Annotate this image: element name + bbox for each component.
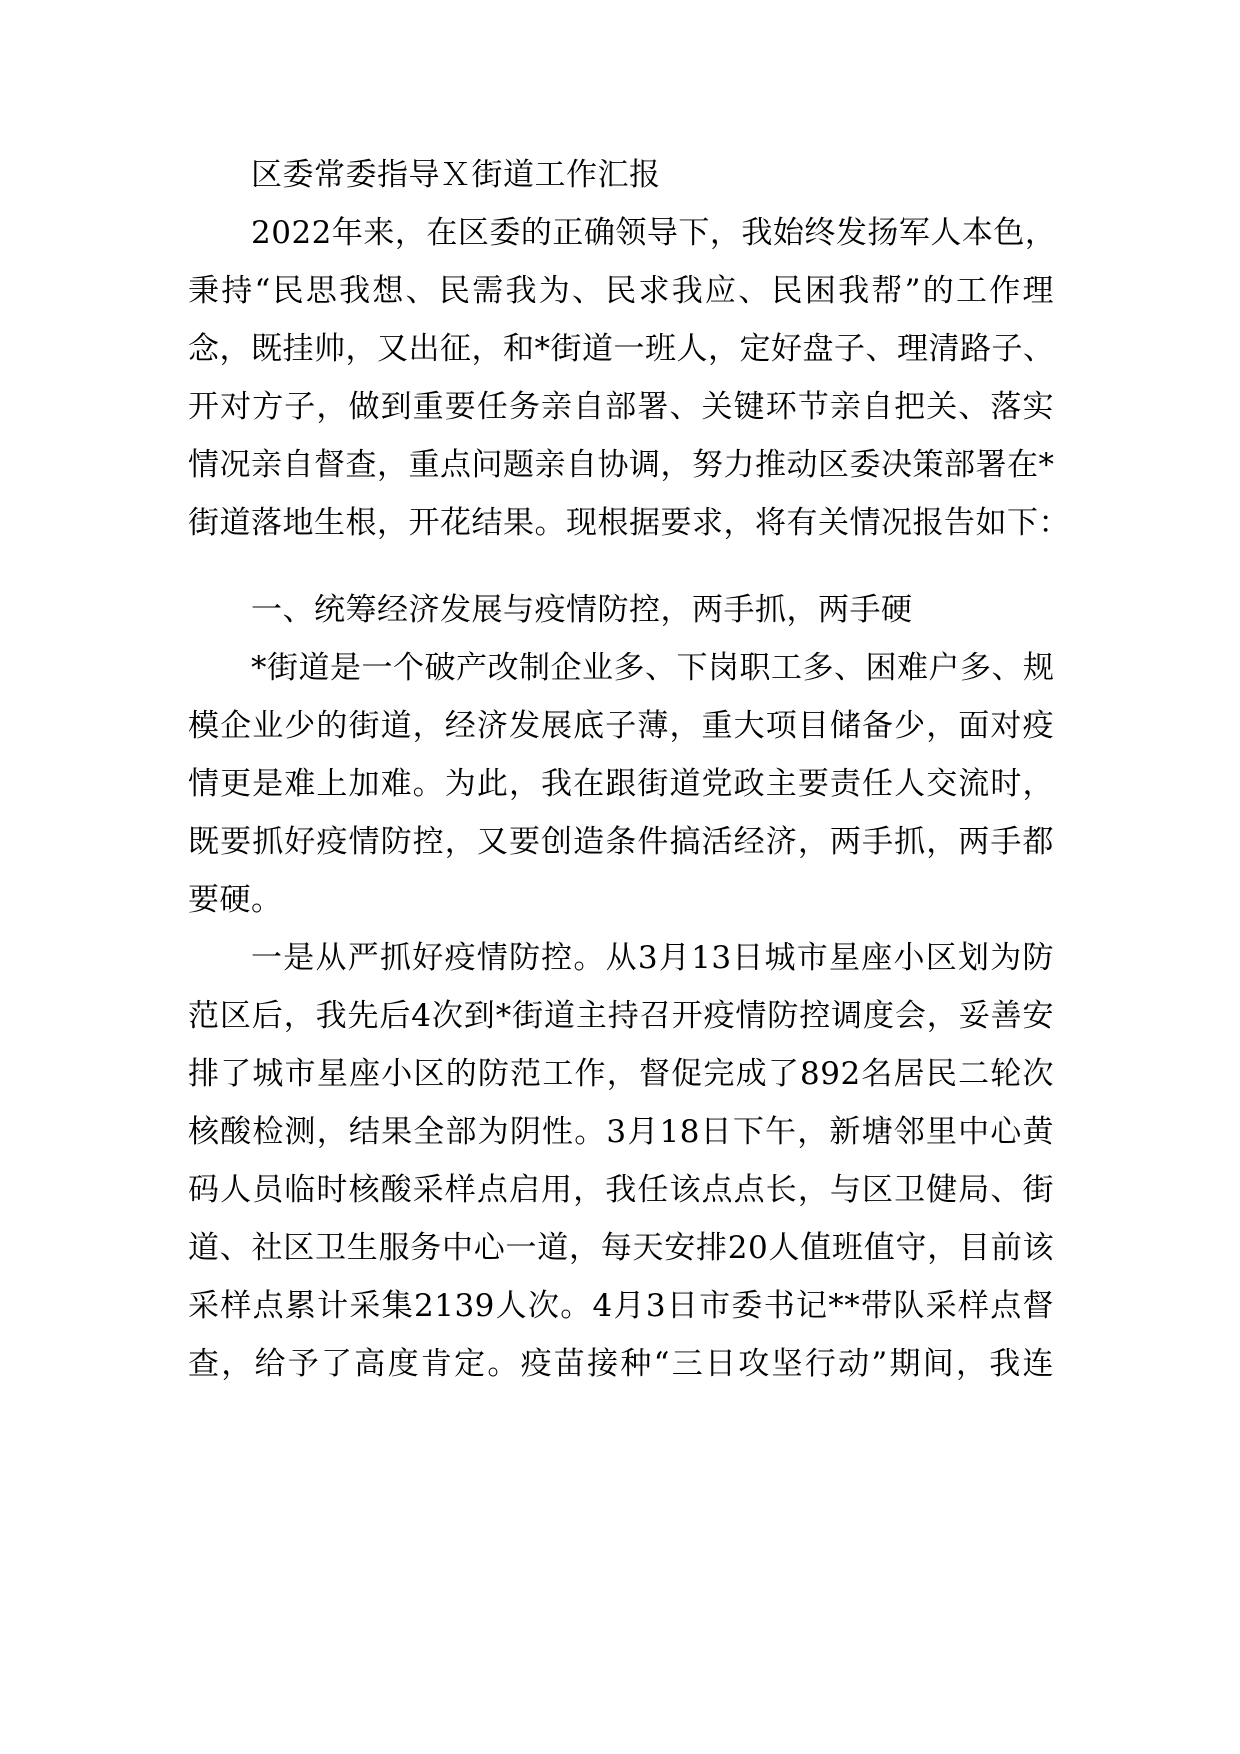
paragraph-line: 范区后，我先后4次到*街道主持召开疫情防控调度会，妥善安	[188, 998, 1054, 1034]
intro-line: 秉持“民思我想、民需我为、民求我应、民困我帮”的工作理	[188, 273, 1054, 309]
section-heading: 一、统筹经济发展与疫情防控，两手抓，两手硬	[251, 592, 913, 628]
document-title: 区委常委指导Ｘ街道工作汇报	[251, 157, 661, 193]
paragraph-line: 情更是难上加难。为此，我在跟街道党政主要责任人交流时，	[188, 766, 1054, 802]
intro-line: 街道落地生根，开花结果。现根据要求，将有关情况报告如下：	[188, 505, 1070, 541]
intro-line: 念，既挂帅，又出征，和*街道一班人，定好盘子、理清路子、	[188, 331, 1055, 367]
paragraph-line: 查，给予了高度肯定。疫苗接种“三日攻坚行动”期间，我连	[188, 1346, 1054, 1382]
paragraph-line: 模企业少的街道，经济发展底子薄，重大项目储备少，面对疫	[188, 708, 1054, 744]
intro-line: 情况亲自督查，重点问题亲自协调，努力推动区委决策部署在*	[188, 447, 1055, 483]
paragraph-line: 既要抓好疫情防控，又要创造条件搞活经济，两手抓，两手都	[188, 824, 1054, 860]
intro-line: 开对方子，做到重要任务亲自部署、关键环节亲自把关、落实	[188, 389, 1054, 425]
paragraph-line: 采样点累计采集2139人次。4月3日市委书记**带队采样点督	[188, 1288, 1054, 1324]
paragraph-line: 要硬。	[188, 882, 283, 918]
paragraph-line: 排了城市星座小区的防范工作，督促完成了892名居民二轮次	[188, 1056, 1054, 1092]
paragraph-line: *街道是一个破产改制企业多、下岗职工多、困难户多、规	[251, 650, 1055, 686]
intro-line: 2022年来，在区委的正确领导下，我始终发扬军人本色，	[251, 215, 1057, 251]
paragraph-line: 道、社区卫生服务中心一道，每天安排20人值班值守，目前该	[188, 1230, 1054, 1266]
paragraph-line: 一是从严抓好疫情防控。从3月13日城市星座小区划为防	[251, 940, 1054, 976]
paragraph-line: 码人员临时核酸采样点启用，我任该点点长，与区卫健局、街	[188, 1172, 1054, 1208]
paragraph-line: 核酸检测，结果全部为阴性。3月18日下午，新塘邻里中心黄	[188, 1114, 1054, 1150]
